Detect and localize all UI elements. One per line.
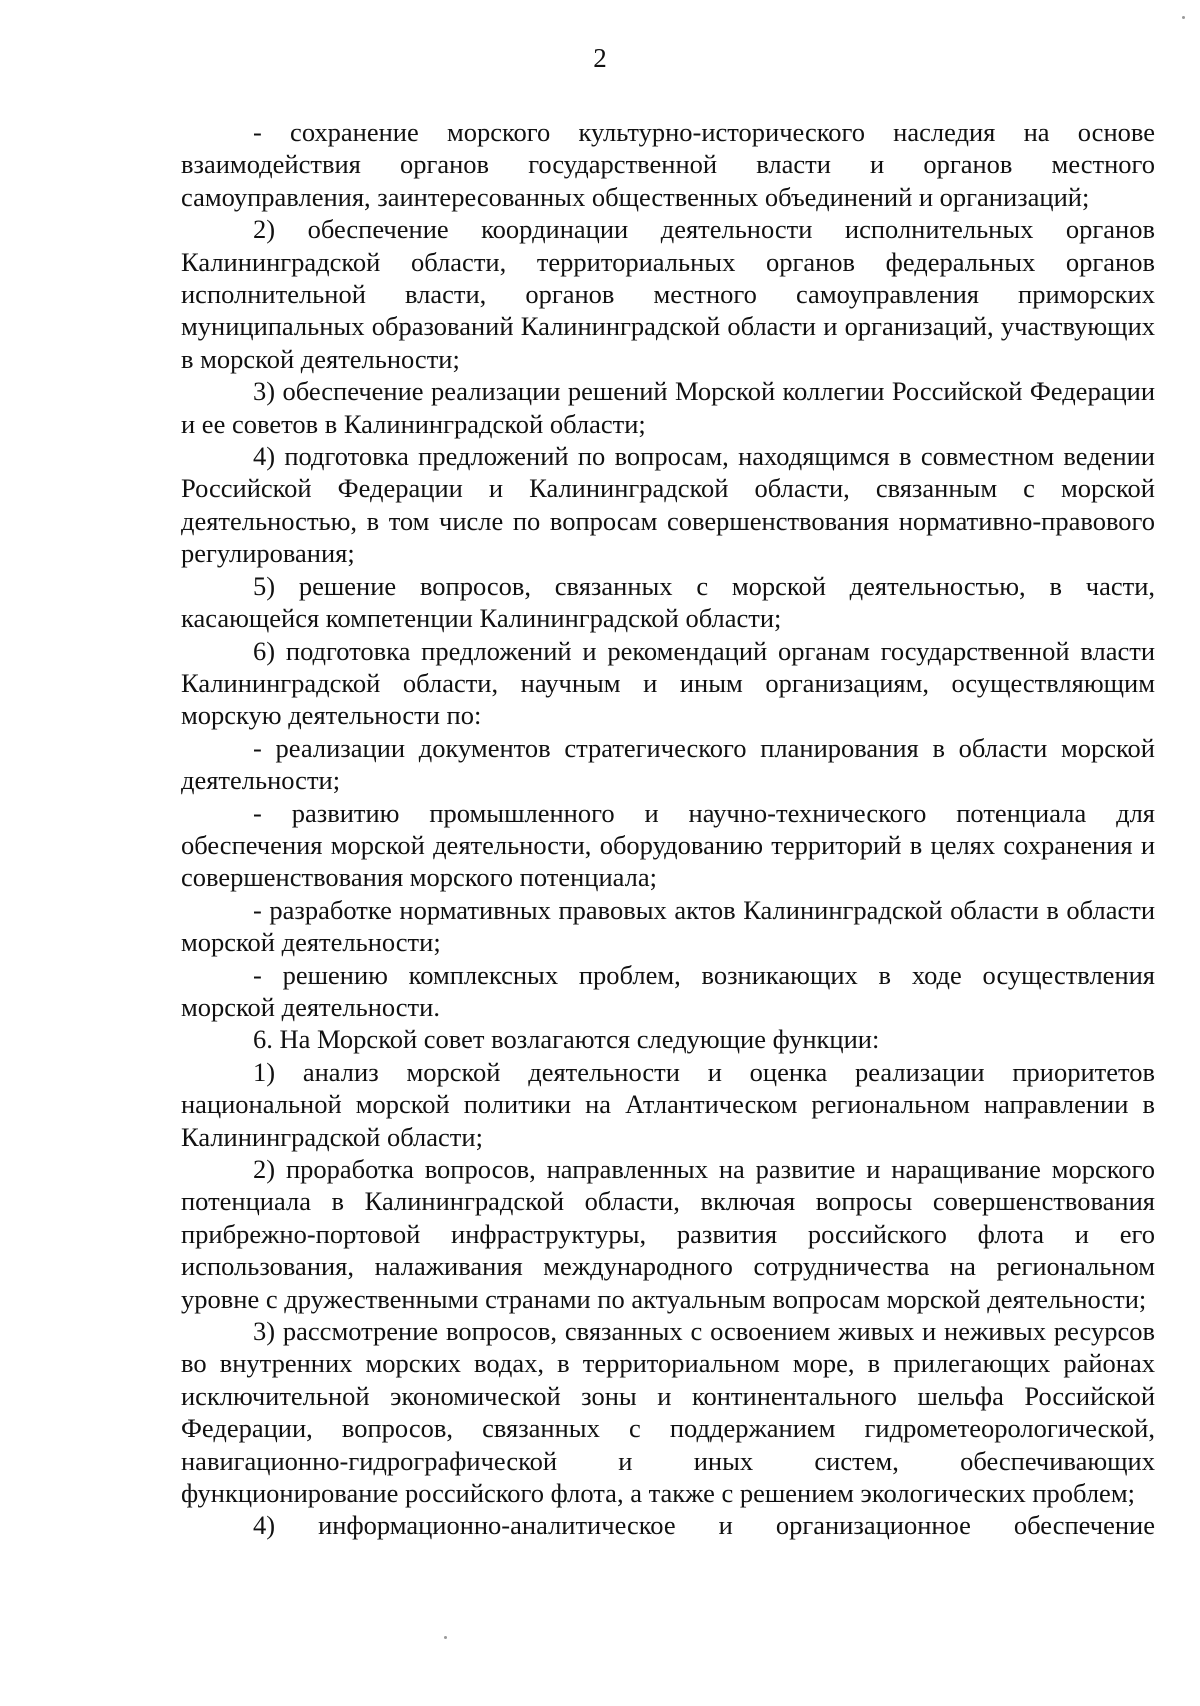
paragraph: 4) информационно-аналитическое и организационное обеспечение — [253, 1510, 1155, 1541]
paragraph: 6) подготовка предложений и рекомендаций органам государственной власти Калининградской области, научным и иным организациям, осуществляющим морскую деятельности по: — [181, 635, 1155, 731]
paragraph: 1) анализ морской деятельности и оценка реализации приоритетов национальной морской политики на Атлантическом региональном направлении в Калининградской области; — [181, 1056, 1155, 1152]
scan-speck — [444, 1636, 447, 1639]
paragraph: - развитию промышленного и научно-технического потенциала для обеспечения морской деятельности, оборудованию территорий в целях сохранения и совершенствования морского потенциала; — [181, 797, 1155, 893]
paragraph: 5) решение вопросов, связанных с морской деятельностью, в части, касающейся компетенции Калининградской области; — [181, 570, 1155, 634]
paragraph: - реализации документов стратегического планирования в области морской деятельности; — [181, 732, 1155, 796]
paragraph: 2) проработка вопросов, направленных на развитие и наращивание морского потенциала в Калининградской области, включая вопросы совершенствования прибрежно-портовой инфраструктуры, развития российского флота и его использования, налаживания международного сотрудничества на региональном уровне с дружественными странами по актуальным вопросам морской деятельности; — [181, 1154, 1155, 1314]
document-body — [181, 116, 1155, 1542]
paragraph: - решению комплексных проблем, возникающих в ходе осуществления морской деятельности. — [181, 959, 1155, 1022]
paragraph: - разработке нормативных правовых актов Калининградской области в области морской деятельности; — [181, 894, 1155, 958]
paragraph: 3) обеспечение реализации решений Морской коллегии Российской Федерации и ее советов в Калининградской области; — [181, 376, 1155, 439]
paragraph: 2) обеспечение координации деятельности исполнительных органов Калининградской области, территориальных органов федеральных органов исполнительной власти, органов местного самоуправления приморских муниципальных образований Калининградской области и организаций, участвующих в морской деятельности; — [181, 214, 1155, 374]
page-number: 2 — [593, 43, 607, 73]
paragraph: 6. На Морской совет возлагаются следующие функции: — [253, 1024, 880, 1055]
scan-speck — [1182, 16, 1185, 19]
paragraph: 4) подготовка предложений по вопросам, находящимся в совместном ведении Российской Федерации и Калининградской области, связанным с морской деятельностью, в том числе по вопросам совершенствования нормативно-правового регулирования; — [181, 441, 1155, 569]
paragraph: - сохранение морского культурно-исторического наследия на основе взаимодействия органов государственной власти и органов местного самоуправления, заинтересованных общественных объединений и организаций; — [181, 117, 1155, 212]
paragraph: 3) рассмотрение вопросов, связанных с освоением живых и неживых ресурсов во внутренних морских водах, в территориальном море, в прилегающих районах исключительной экономической зоны и континентального шельфа Российской Федерации, вопросов, связанных с поддержанием гидрометеорологической, навигационно-гидрографической и иных систем, обеспечивающих функционирование российского флота, а также с решением экологических проблем; — [181, 1316, 1155, 1509]
